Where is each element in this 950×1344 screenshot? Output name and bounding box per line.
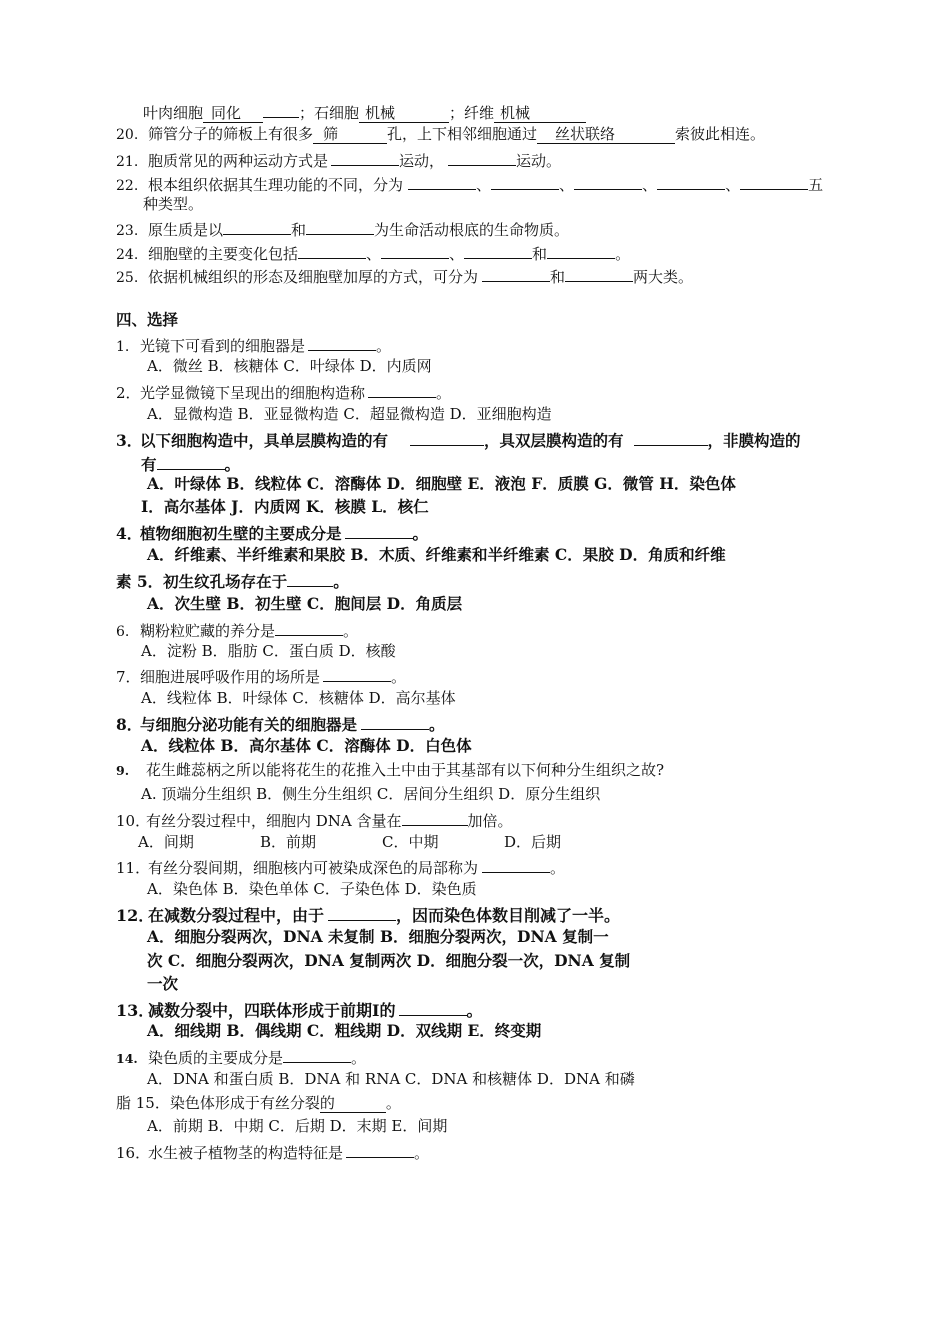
question-8: 8．与细胞分泌功能有关的细胞器是 。 <box>116 712 445 735</box>
question-13: 13．减数分裂中，四联体形成于前期Ⅰ的 。 <box>116 998 483 1021</box>
question-20: 20. 筛管分子的筛板上有很多 筛 孔，上下相邻细胞通过 丝状联络 索彼此相连。 <box>116 125 766 143</box>
answer-blank <box>368 380 436 398</box>
question-22: 22. 根本组织依据其生理功能的不同，分为 、 、 、 、 五 <box>116 172 823 196</box>
question-16: 16．水生被子植物茎的构造特征是 。 <box>116 1140 429 1163</box>
answer-blank <box>287 569 333 587</box>
question-3: 3．以下细胞构造中，具单层膜构造的有 ，具双层膜构造的有 ，非膜构造的 <box>116 428 801 451</box>
answer-blank: 的 <box>320 1095 386 1113</box>
section-heading: 四、选择 <box>116 310 179 329</box>
options: A．DNA 和蛋白质 B．DNA 和 RNA C．DNA 和核糖体 D．DNA 和磷 <box>147 1070 635 1088</box>
answer-blank <box>263 100 299 118</box>
options: A．纤维素、半纤维素和果胶 B．木质、纤维素和半纤维素 C．果胶 D．角质和纤维 <box>147 545 726 564</box>
answer-blank <box>157 452 225 470</box>
answer-blank <box>323 664 391 682</box>
options: A．线粒体 B．高尔基体 C．溶酶体 D．白色体 <box>141 736 472 755</box>
options: A．间期 B．前期 C．中期 D．后期 <box>138 833 562 851</box>
options: A．染色体 B．染色单体 C．子染色体 D．染色质 <box>147 880 477 898</box>
question-9: 9. 花生雌蕊柄之所以能将花生的花推入土中由于其基部有以下何种分生组织之故? <box>116 761 665 779</box>
question-12: 12．在减数分裂过程中，由于 ，因而染色体数目削减了一半。 <box>116 903 620 926</box>
question-6: 6. 糊粉粒贮藏的养分是 。 <box>116 618 358 642</box>
question-14: 14. 染色质的主要成分是 。 <box>116 1045 366 1069</box>
question-15: 脂 15．染色体形成于有丝分裂的 。 <box>116 1094 401 1112</box>
answer-blank <box>574 172 642 190</box>
question-21: 21. 胞质常见的两种运动方式是 运动， 运动。 <box>116 148 561 172</box>
answer-blank <box>399 998 467 1016</box>
question-4: 4．植物细胞初生壁的主要成分是 。 <box>116 521 428 544</box>
answer-blank <box>482 264 550 282</box>
answer-blank <box>482 855 550 873</box>
answer-blank <box>402 808 468 826</box>
question-5: 素 5．初生纹孔场存在于 。 <box>116 569 349 592</box>
answer-blank <box>346 1140 414 1158</box>
answer-blank: 筛 <box>313 126 387 144</box>
answer-blank <box>408 172 476 190</box>
question-25: 25. 依据机械组织的形态及细胞壁加厚的方式，可分为 和 两大类。 <box>116 264 693 288</box>
answer-blank <box>223 217 291 235</box>
text-line: 种类型。 <box>143 195 204 213</box>
options: A．细线期 B．偶线期 C．粗线期 D．双线期 E．终变期 <box>147 1021 542 1040</box>
answer-blank <box>547 241 615 259</box>
options: A．叶绿体 B．线粒体 C．溶酶体 D．细胞壁 E．液泡 F．质膜 G．微管 H．染色体 <box>147 474 736 493</box>
question-10: 10．有丝分裂过程中，细胞内 DNA 含量在 加倍。 <box>116 808 513 831</box>
answer-blank <box>565 264 633 282</box>
text-line: 有 。 <box>141 452 240 475</box>
answer-blank: 丝状联络 <box>537 126 675 144</box>
answer-blank <box>328 903 396 921</box>
options: A．微丝 B．核糖体 C．叶绿体 D．内质网 <box>147 357 432 375</box>
answer-blank <box>448 148 516 166</box>
answer-blank <box>740 172 808 190</box>
answer-blank: 机械 <box>359 105 449 123</box>
answer-blank <box>634 428 708 446</box>
answer-blank <box>464 241 532 259</box>
answer-blank: 同化 <box>203 105 263 123</box>
answer-blank <box>345 521 413 539</box>
question-11: 11．有丝分裂间期，细胞核内可被染成深色的局部称为 。 <box>116 855 565 878</box>
options: A．线粒体 B．叶绿体 C．核糖体 D．高尔基体 <box>141 689 456 707</box>
options: I．高尔基体 J．内质网 K．核膜 L．核仁 <box>141 497 429 516</box>
question-1: 1. 光镜下可看到的细胞器是 。 <box>116 333 391 357</box>
answer-blank <box>283 1045 351 1063</box>
options: A．细胞分裂两次，DNA 未复制 B．细胞分裂两次，DNA 复制一 <box>147 927 609 946</box>
options: A．次生壁 B．初生壁 C．胞间层 D．角质层 <box>147 594 463 613</box>
answer-blank <box>410 428 484 446</box>
answer-blank <box>331 148 399 166</box>
answer-blank <box>381 241 449 259</box>
options: A．淀粉 B．脂肪 C．蛋白质 D．核酸 <box>141 642 396 660</box>
options: A．前期 B．中期 C．后期 D．末期 E．间期 <box>147 1117 448 1135</box>
answer-blank <box>298 241 366 259</box>
text-line: 叶肉细胞 同化 ；石细胞 机械 ；纤维 机械 <box>143 100 586 123</box>
options: 一次 <box>147 974 179 993</box>
answer-blank <box>308 333 376 351</box>
question-7: 7．细胞进展呼吸作用的场所是 。 <box>116 664 406 687</box>
answer-blank <box>306 217 374 235</box>
question-2: 2．光学显微镜下呈现出的细胞构造称 。 <box>116 380 451 403</box>
answer-blank: 机械 <box>494 105 586 123</box>
answer-blank <box>361 712 429 730</box>
question-23: 23. 原生质是以 和 为生命活动根底的生命物质。 <box>116 217 569 241</box>
question-24: 24. 细胞壁的主要变化包括 、 、 和 。 <box>116 241 630 265</box>
options: A．显微构造 B．亚显微构造 C．超显微构造 D．亚细胞构造 <box>147 405 552 423</box>
answer-blank <box>491 172 559 190</box>
answer-blank <box>275 618 343 636</box>
options: A. 顶端分生组织 B．侧生分生组织 C．居间分生组织 D．原分生组织 <box>141 785 601 803</box>
answer-blank <box>657 172 725 190</box>
options: 次 C．细胞分裂两次，DNA 复制两次 D．细胞分裂一次，DNA 复制 <box>147 951 631 970</box>
